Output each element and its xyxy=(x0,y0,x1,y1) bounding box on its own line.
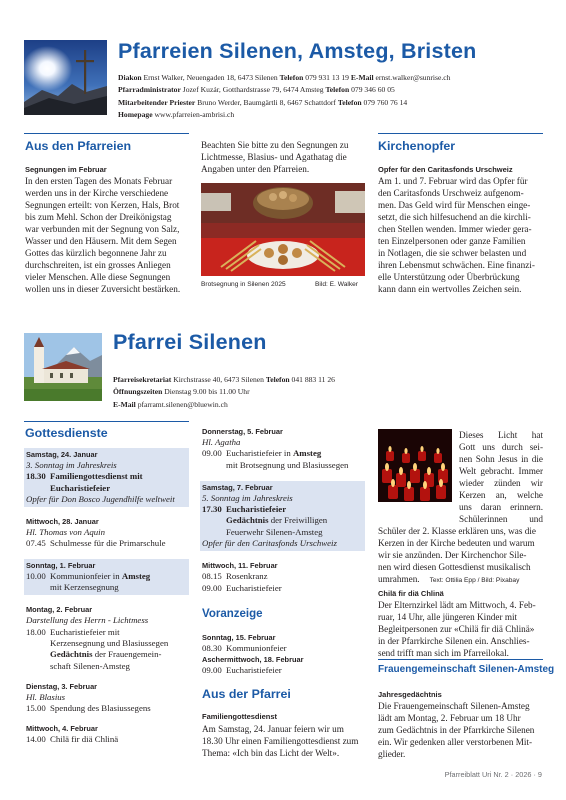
candles-photo xyxy=(378,429,452,502)
event-7-februar: Samstag, 7. Februar 5. Sonntag im Jahreskreis 17.30 Eucharistiefeier Gedächtnis der Freiwilligen Feuerwehr Silenen-Amsteg Opfer für den Caritasfonds Urschweiz xyxy=(200,481,365,551)
pfarrei-title: Pfarrei Silenen xyxy=(113,330,267,354)
rule-col1 xyxy=(24,133,189,134)
article-licht: Schüler der 2. Klasse erklären uns, was die Kerzen in der Kirche bedeuten und warum wir sie anzünden. Der Kirchenchor Sile- nen wird diesen Gottesdienst musikalisch umrahmen. Text: Ottilia Epp / Bild: Pixabay xyxy=(378,526,536,585)
article-credit: Text: Ottilia Epp / Bild: Pixabay xyxy=(429,577,520,585)
rule-gottesdienste xyxy=(24,421,189,422)
event-5-februar: Donnerstag, 5. Februar Hl. Agatha 09.00 Eucharistiefeier in Amsteg mit Brotsegnung und Blasiussegen xyxy=(202,427,349,470)
event-11-februar: Mittwoch, 11. Februar 08.15 Rosenkranz 09.00 Eucharistiefeier xyxy=(202,561,282,593)
event-24-januar: Samstag, 24. Januar 3. Sonntag im Jahreskreis 18.30 Familiengottesdienst mit Eucharistiefeier Opfer für Don Bosco Jugendhilfe weltweit xyxy=(24,448,189,507)
article-segnungen-note: Beachten Sie bitte zu den Segnungen zu Lichtmesse, Blasius- und Agathatag die Angaben unter den Pfarreien. xyxy=(201,140,349,175)
contact-line-oeffnungszeiten: Öffnungszeiten Dienstag 9.00 bis 11.00 Uhr xyxy=(113,387,250,397)
photo-credit: Bild: E. Walker xyxy=(315,281,358,288)
page-title: Pfarreien Silenen, Amsteg, Bristen xyxy=(118,39,477,63)
subheading-chila: Chilä fir diä Chlinä xyxy=(378,589,444,598)
church-photo xyxy=(24,333,102,401)
event-2-februar: Montag, 2. Februar Darstellung des Herrn - Lichtmess 18.00 Eucharistiefeier mit Kerzensegnung und Blasiussegen Gedächtnis der Frauengemein- schaft Silenen-Amsteg xyxy=(26,605,169,671)
photo-brotsegnung xyxy=(201,183,365,276)
article-kirchenopfer: Am 1. und 7. Februar wird das Opfer für den Caritasfonds Urschweiz aufgenom- men. Das Geld wird für Menschen einge- setzt, die sich hilfesuchend an die kirchli- chen Stellen wenden. Immer wieder gera- ten Einzelpersonen oder ganze Familien in Notlagen, die sie schwer belasten und ihren Lebensmut schwächen. Eine finanzi- elle Unterstützung oder Überbrückung kann dann ein wertvolles Zeichen sein. xyxy=(378,176,535,295)
subheading-familiengottesdienst: Familiengottesdienst xyxy=(202,712,278,721)
contact-block xyxy=(118,72,450,122)
contact-line-priester: Mitarbeitender Priester Bruno Werder, Baumgärtli 8, 6467 Schattdorf Telefon 079 760 76 14 xyxy=(118,97,408,107)
subheading-segnungen: Segnungen im Februar xyxy=(25,165,107,174)
event-1-februar: Sonntag, 1. Februar 10.00 Kommunionfeier in Amsteg mit Kerzensegnung xyxy=(24,559,189,596)
event-3-februar: Dienstag, 3. Februar Hl. Blasius 15.00 Spendung des Blasiussegens xyxy=(26,681,151,714)
header-photo-cross xyxy=(24,40,107,115)
section-heading-gottesdienste: Gottesdienste xyxy=(25,426,108,440)
subheading-caritas: Opfer für den Caritasfonds Urschweiz xyxy=(378,165,513,174)
contact-line-sekretariat: Pfarreisekretariat Kirchstrasse 40, 6473 Silenen Telefon 041 883 11 26 xyxy=(113,375,335,384)
voranzeige-events xyxy=(200,632,365,677)
article-familiengottesdienst: Am Samstag, 24. Januar feiern wir um 18.30 Uhr einen Familiengottesdienst zum Thema: «Ich bin das Licht der Welt». xyxy=(202,724,359,759)
section-heading-aus-der-pfarrei: Aus der Pfarrei xyxy=(202,687,291,701)
contact-line-administrator: Pfarradministrator Jozef Kuzár, Gotthardstrasse 79, 6474 Amsteg Telefon 079 346 60 05 xyxy=(118,85,395,95)
event-4-februar: Mittwoch, 4. Februar 14.00 Chilä fir diä Chlinä xyxy=(26,724,119,745)
subheading-jahresgedaechtnis: Jahresgedächtnis xyxy=(378,690,442,699)
article-jahresgedaechtnis: Die Frauengemeinschaft Silenen-Amsteg lädt am Montag, 2. Februar um 18 Uhr zum Gedächtnis in der Pfarrkirche Silenen ein. Wir gedenken aller verstorbenen Mit- glieder. xyxy=(378,701,535,760)
section-heading-voranzeige: Voranzeige xyxy=(202,608,263,620)
rule-col3 xyxy=(378,133,543,134)
page-footer: Pfarreiblatt Uri Nr. 2 · 2026 · 9 xyxy=(444,770,542,779)
photo-caption: Brotsegnung in Silenen 2025 xyxy=(201,281,286,288)
event-28-januar: Mittwoch, 28. Januar Hl. Thomas von Aquin 07.45 Schulmesse für die Primarschule xyxy=(26,517,166,549)
contact-line-email: E-Mail pfarramt.silenen@bluewin.ch xyxy=(113,399,228,409)
contact-line-homepage: Homepage www.pfarreien-ambrisi.ch xyxy=(118,110,235,120)
gottesdienste-list xyxy=(24,448,189,746)
contact-line-diakon: Diakon Ernst Walker, Neuengaden 18, 6473 Silenen Telefon 079 931 13 19 E-Mail ernst.walker@sunrise.ch xyxy=(118,73,451,82)
pfarrei-contact xyxy=(113,374,335,411)
middle-events xyxy=(200,426,365,594)
event-15-februar: Sonntag, 15. Februar 08.30 Kommunionfeier xyxy=(202,633,287,653)
section-heading-kirchenopfer: Kirchenopfer xyxy=(378,139,456,153)
section-heading-aus-den-pfarreien: Aus den Pfarreien xyxy=(25,139,132,153)
article-licht-intro: Dieses Licht hat Gott uns durch sei- nen Sohn Jesus in die Welt gebracht. Immer wieder zünden wir Kerzen an, welche uns daran erinnern. Schülerinnen und xyxy=(459,430,543,525)
article-chila: Der Elternzirkel lädt am Mittwoch, 4. Feb- ruar, 14 Uhr, alle jüngeren Kinder mit Begleitpersonen zur «Chilä fir diä Chlinä» in der Pfarrkirche Silenen ein. Anschlies- send trifft man sich im Pfarreilokal. xyxy=(378,600,536,659)
article-segnungen: In den ersten Tagen des Monats Februar werden uns in der Kirche verschiedene Segnungen erteilt: von Kerzen, Hals, Brot bis zum Mehl. Schon der Dreikönigstag war verbunden mit der Segnung von Salz, Wasser und den Häusern. Mit dem Segen Gottes das kürzlich begonnene Jahr zu durchschreiten, ist ein grosses Anliegen vieler Menschen. Alle diese Segnungen wollen uns in dieser Zuversicht bestärken. xyxy=(25,176,181,295)
event-18-februar: Aschermittwoch, 18. Februar 09.00 Eucharistiefeier xyxy=(202,655,304,676)
rule-frauengemeinschaft xyxy=(378,659,543,660)
section-heading-frauengemeinschaft: Frauengemeinschaft Silenen-Amsteg xyxy=(378,664,555,675)
